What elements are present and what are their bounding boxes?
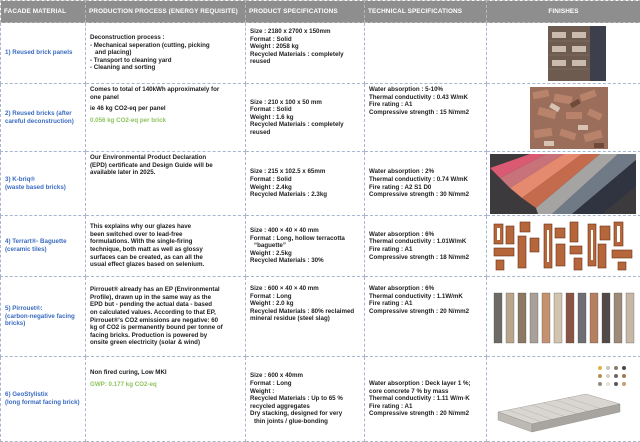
- product-spec: “baguette”: [250, 242, 360, 250]
- product-spec: Format : Long, hollow terracotta: [250, 235, 360, 243]
- table-row: [1, 84, 640, 152]
- material-cell: [1, 357, 86, 442]
- technical-spec: Fire rating : A1: [369, 101, 482, 109]
- process-gwp-value: GWP: 0.177 kg CO2-eq: [90, 381, 241, 389]
- process-line: and placing): [90, 49, 241, 57]
- technical-spec: Thermal conductivity : 1.01W/mK: [369, 238, 482, 246]
- material-subtitle: (ceramic tiles): [5, 246, 81, 254]
- technical-spec: Thermal conductivity : 0.43 W/mK: [369, 94, 482, 102]
- process-line: onsite green electricity (solar & wind): [90, 339, 241, 347]
- product-spec: Weight : 1.6 kg: [250, 114, 360, 122]
- technical-spec: Water absorption : 2%: [369, 168, 482, 176]
- process-line: kg of CO2 is permanently bound per tonne of: [90, 324, 241, 332]
- process-cell: [86, 277, 246, 357]
- product-spec: Recycled Materials : completely: [250, 121, 360, 129]
- technical-spec: Thermal conductivity : 1.11 W/m·K: [369, 395, 482, 403]
- process-cell: [86, 84, 246, 152]
- product-spec: Recycled Materials : 2.3kg: [250, 191, 360, 199]
- product-cell: [246, 23, 365, 84]
- product-spec: Size : 600 × 40 × 40 mm: [250, 285, 360, 293]
- long-brick-stack-icon: [490, 360, 636, 438]
- product-cell: [246, 84, 365, 152]
- process-line: Non fired curing, Low MKI: [90, 369, 241, 377]
- material-cell: [1, 152, 86, 216]
- technical-spec: Water absorption : 5-10%: [369, 86, 482, 94]
- product-spec: Format : Solid: [250, 106, 360, 114]
- product-spec: Weight : 2058 kg: [250, 43, 360, 51]
- technical-spec: Water absorption : 6%: [369, 285, 482, 293]
- header-material: FACADE MATERIAL: [1, 1, 86, 23]
- material-name: 3) K-briq®: [5, 176, 81, 184]
- technical-spec: Thermal conductivity : 1.1W/mK: [369, 293, 482, 301]
- process-line: - Cleaning and sorting: [90, 64, 241, 72]
- product-spec: reused: [250, 129, 360, 137]
- process-line: Comes to total of 140kWh approximately for: [90, 86, 241, 94]
- material-subtitle: (carbon-negative facing bricks): [5, 313, 81, 328]
- product-spec: Format : Solid: [250, 176, 360, 184]
- technical-spec: Water absorption : Deck layer 1 %;: [369, 380, 482, 388]
- process-cell: [86, 152, 246, 216]
- product-spec: Recycled Materials : completely: [250, 51, 360, 59]
- process-line: Pirrouet®'s CO2 emissions are negative: 60: [90, 317, 241, 325]
- technical-spec: Fire rating : A1: [369, 246, 482, 254]
- technical-cell: [365, 277, 487, 357]
- technical-spec: Compressive strength : 20 N/mm2: [369, 410, 482, 418]
- technical-spec: core concrete 7 % by mass: [369, 388, 482, 396]
- technical-cell: [365, 23, 487, 84]
- finish-cell: [487, 357, 640, 442]
- product-spec: Size : 600 x 40mm: [250, 372, 360, 380]
- process-line: facing bricks. Production is powered by: [90, 332, 241, 340]
- technical-spec: Fire rating : A2 S1 D0: [369, 184, 482, 192]
- process-cell: [86, 357, 246, 442]
- process-title: Deconstruction process :: [90, 34, 241, 42]
- process-line: ie 46 kg CO2-eq per panel: [90, 105, 241, 113]
- table-row: [1, 277, 640, 357]
- product-spec: Weight : 2.4kg: [250, 184, 360, 192]
- material-cell: [1, 84, 86, 152]
- header-product: PRODUCT SPECIFICATIONS: [246, 1, 365, 23]
- technical-spec: Compressive strength : 18 N/mm2: [369, 254, 482, 262]
- material-name: 1) Reused brick panels: [5, 49, 72, 56]
- process-line: Our Environmental Product Declaration: [90, 154, 241, 162]
- colored-brick-swatch-icon: [490, 154, 636, 214]
- table-row: [1, 23, 640, 84]
- material-cell: [1, 216, 86, 277]
- product-spec: Size : 400 × 40 × 40 mm: [250, 227, 360, 235]
- process-line: usual effect glazes based on selenium.: [90, 261, 241, 269]
- process-line: been switched over to lead-free: [90, 231, 241, 239]
- brick-panel-building-icon: [548, 26, 606, 81]
- material-name: 2) Reused bricks (after careful deconstruction): [5, 110, 74, 125]
- material-cell: [1, 23, 86, 84]
- product-cell: [246, 357, 365, 442]
- product-cell: [246, 216, 365, 277]
- process-line: This explains why our glazes have: [90, 223, 241, 231]
- process-line: formulations. With the single-firing: [90, 238, 241, 246]
- process-line: (EPD) certificate and Design Guide will be: [90, 162, 241, 170]
- product-cell: [246, 277, 365, 357]
- header-technical: TECHNICAL SPECIFICATIONS: [365, 1, 487, 23]
- technical-spec: Fire rating : A1: [369, 403, 482, 411]
- product-spec: Weight : 2.5kg: [250, 250, 360, 258]
- product-spec: Dry stacking, designed for very: [250, 410, 360, 418]
- technical-spec: Water absorption : 6%: [369, 231, 482, 239]
- product-spec: Size : 210 x 100 x 50 mm: [250, 99, 360, 107]
- technical-cell: [365, 84, 487, 152]
- material-cell: [1, 277, 86, 357]
- brick-sample-row-icon: [490, 285, 636, 349]
- header-finishes: FINISHES: [487, 1, 640, 23]
- table-row: [1, 216, 640, 277]
- terracotta-profile-icon: [490, 220, 636, 272]
- product-spec: Size : 215 x 102.5 x 65mm: [250, 168, 360, 176]
- table-header-row: [1, 1, 640, 23]
- process-line: on calculated values. According to that EP,: [90, 309, 241, 317]
- process-line: one panel: [90, 94, 241, 102]
- material-name: 6) GeoStylistix: [5, 391, 81, 399]
- product-spec: Size : 2180 x 2700 x 150mm: [250, 28, 360, 36]
- product-spec: Format : Long: [250, 380, 360, 388]
- technical-cell: [365, 216, 487, 277]
- product-cell: [246, 152, 365, 216]
- product-spec: mineral residue (steel slag): [250, 315, 360, 323]
- technical-cell: [365, 357, 487, 442]
- reused-brick-pile-icon: [530, 87, 608, 149]
- finish-cell: [487, 277, 640, 357]
- technical-spec: Fire rating : A1: [369, 300, 482, 308]
- header-process: PRODUCTION PROCESS (ENERGY REQUISITE): [86, 1, 246, 23]
- product-spec: Format : Long: [250, 293, 360, 301]
- product-spec: Weight :: [250, 388, 360, 396]
- material-name: 4) Terrart®- Baguette: [5, 238, 81, 246]
- process-line: available later in 2025.: [90, 169, 241, 177]
- technical-spec: Compressive strength : 20 N/mm2: [369, 308, 482, 316]
- product-spec: reused: [250, 58, 360, 66]
- product-spec: Recycled Materials : 80% reclaimed: [250, 308, 360, 316]
- technical-spec: Compressive strength : 15 N/mm2: [369, 109, 482, 117]
- process-line: technique, both matt as well as glossy: [90, 246, 241, 254]
- process-line: - Transport to cleaning yard: [90, 57, 241, 65]
- product-spec: recycled aggregates: [250, 403, 360, 411]
- finish-cell: [487, 216, 640, 277]
- process-cell: [86, 216, 246, 277]
- process-co2-value: 0.056 kg CO2-eq per brick: [90, 117, 241, 125]
- technical-spec: Thermal conductivity : 0.74 W/mK: [369, 176, 482, 184]
- material-name: 5) Pirrouet®:: [5, 305, 81, 313]
- technical-spec: Compressive strength : 30 N/mm2: [369, 191, 482, 199]
- process-line: surfaces can be created, as can all the: [90, 254, 241, 262]
- process-line: Pirrouet® already has an EP (Environmental: [90, 286, 241, 294]
- material-subtitle: (long format facing brick): [5, 399, 81, 407]
- finish-cell: [487, 152, 640, 216]
- product-spec: Recycled Materials : 30%: [250, 257, 360, 265]
- table-row: [1, 152, 640, 216]
- process-line: Profile), drawn up in the same way as the: [90, 294, 241, 302]
- product-spec: thin joints / glue-bonding: [250, 418, 360, 426]
- process-line: EPD but - pending the actual data - based: [90, 301, 241, 309]
- technical-cell: [365, 152, 487, 216]
- process-cell: [86, 23, 246, 84]
- finish-cell: [487, 84, 640, 152]
- product-spec: Weight : 2.0 kg: [250, 300, 360, 308]
- finish-cell: [487, 23, 640, 84]
- process-line: - Mechanical seperation (cutting, picking: [90, 42, 241, 50]
- product-spec: Format : Solid: [250, 36, 360, 44]
- material-subtitle: (waste based bricks): [5, 184, 81, 192]
- table-row: [1, 357, 640, 442]
- product-spec: Recycled Materials : Up to 65 %: [250, 395, 360, 403]
